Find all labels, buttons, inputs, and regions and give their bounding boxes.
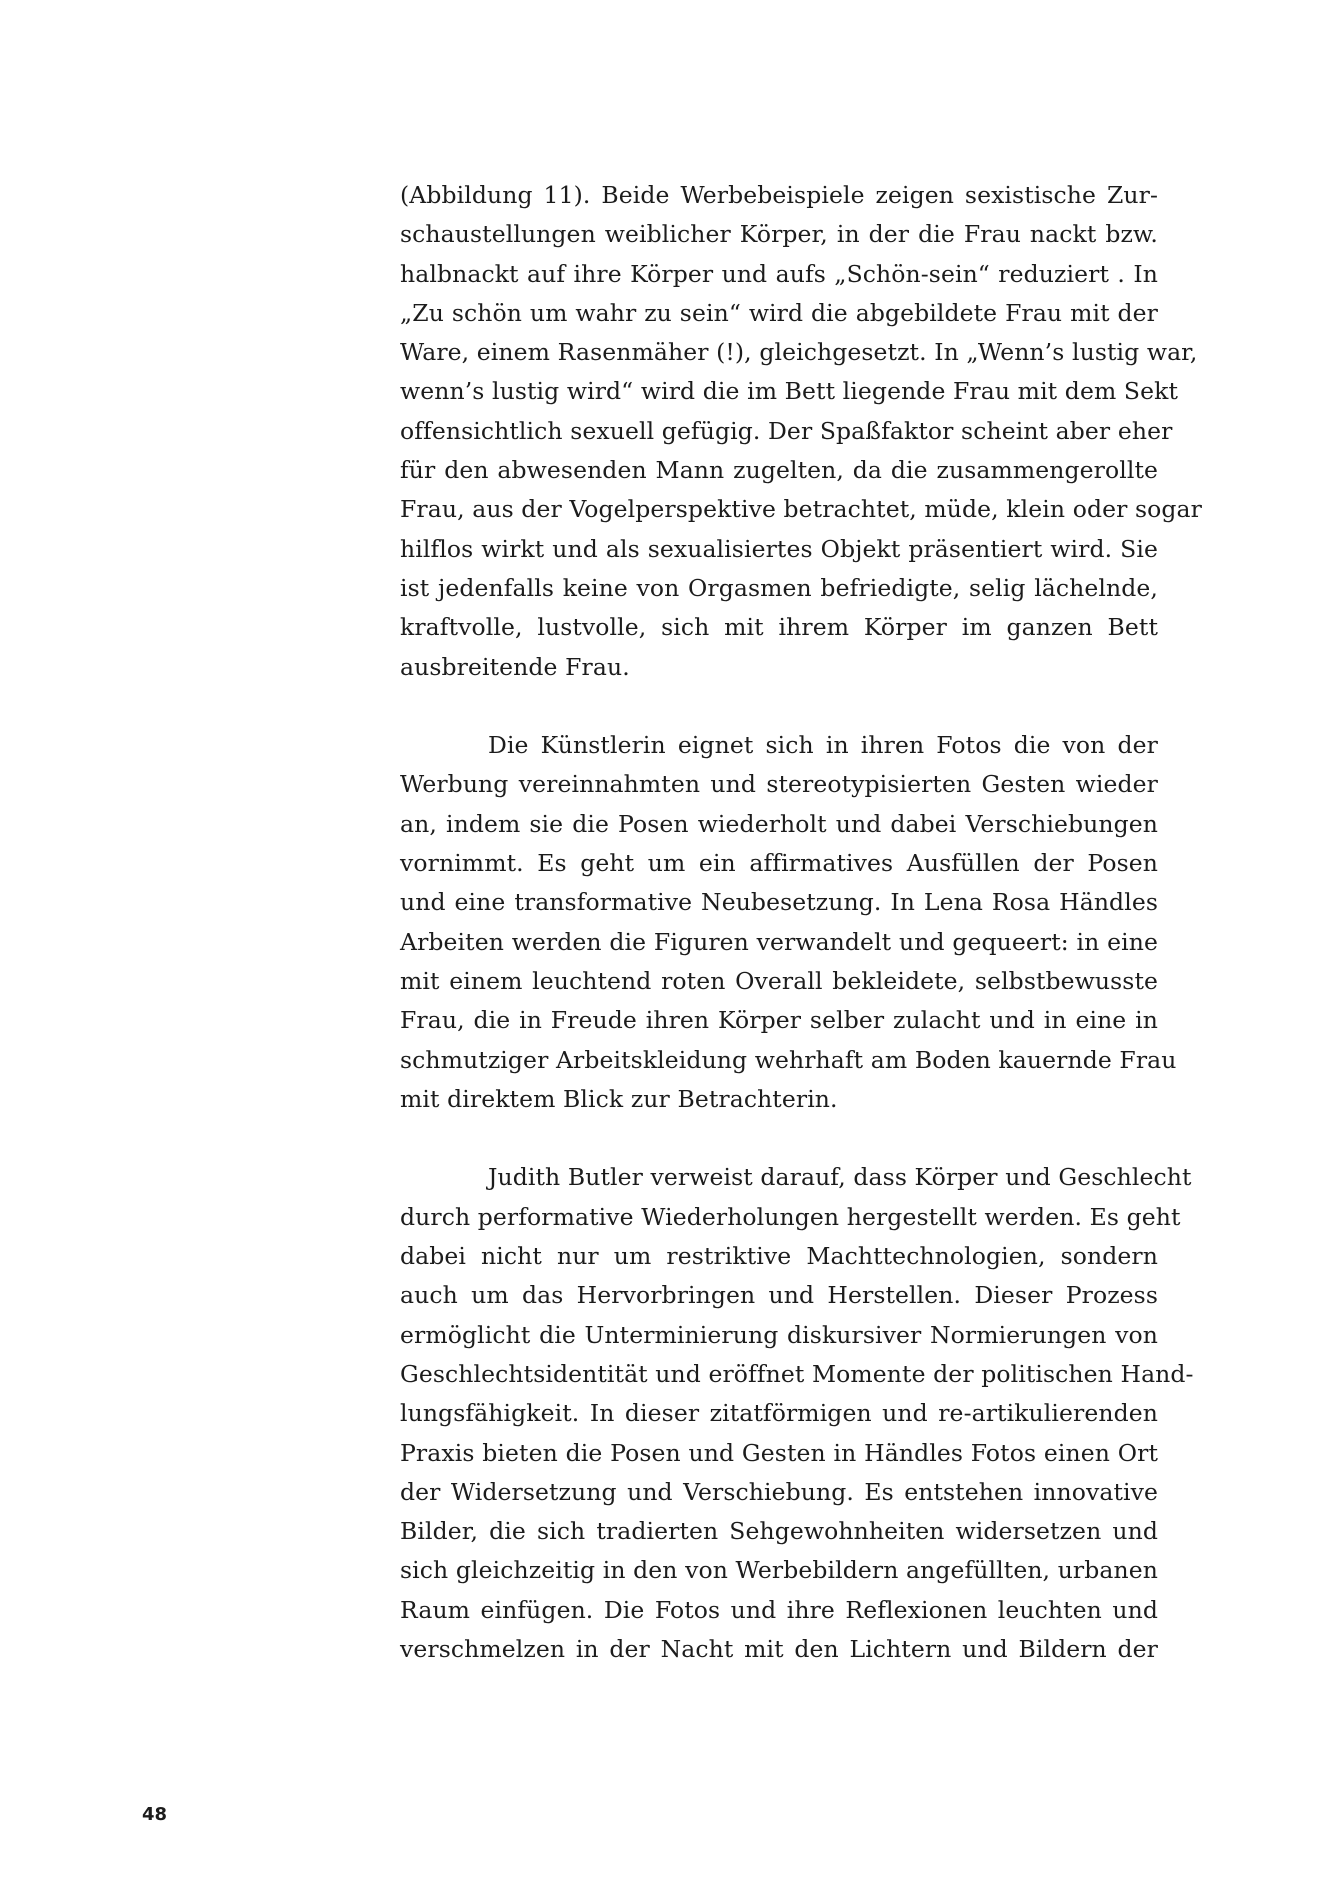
text-line: wenn’s lustig wird“ wird die im Bett liegende Frau mit dem Sekt [400,377,1178,406]
text-line: kraftvolle, lustvolle, sich mit ihrem Körper im ganzen Bett [400,613,1158,642]
paragraph-3 [400,1158,1194,1669]
text-line: Frau, die in Freude ihren Körper selber zulacht und in eine in [400,1006,1158,1035]
paragraph-1 [400,176,1202,687]
text-line: (Abbildung 11). Beide Werbebeispiele zeigen sexistische Zur- [400,181,1158,209]
text-line: sich gleichzeitig in den von Werbebildern angefüllten, urbanen [400,1556,1158,1585]
text-line: Frau, aus der Vogelperspektive betrachtet, müde, klein oder sogar [400,495,1202,524]
text-line: Bilder, die sich tradierten Sehgewohnheiten widersetzen und [400,1517,1158,1546]
text-line: lungsfähigkeit. In dieser zitatförmigen und re-artikulierenden [400,1399,1158,1428]
text-line: und eine transformative Neubesetzung. In Lena Rosa Händles [400,888,1158,917]
text-line: halbnackt auf ihre Körper und aufs „Schön-sein“ reduziert . In [400,259,1158,288]
text-line: ausbreitende Frau. [400,652,630,681]
text-line: verschmelzen in der Nacht mit den Lichtern und Bildern der [400,1634,1158,1663]
text-line: schaustellungen weiblicher Körper, in der die Frau nackt bzw. [400,220,1158,249]
text-line: Raum einfügen. Die Fotos und ihre Reflexionen leuchten und [400,1595,1158,1624]
text-line: Judith Butler verweist darauf, dass Körper und Geschlecht [488,1163,1192,1192]
text-line: an, indem sie die Posen wiederholt und dabei Verschiebungen [400,809,1158,838]
text-line: offensichtlich sexuell gefügig. Der Spaßfaktor scheint aber eher [400,416,1173,445]
text-line: schmutziger Arbeitskleidung wehrhaft am Boden kauernde Frau [400,1045,1177,1074]
paragraph-2 [400,726,1177,1119]
text-line: dabei nicht nur um restriktive Machttechnologien, sondern [400,1242,1158,1271]
text-line: Geschlechtsidentität und eröffnet Momente der politischen Hand- [400,1359,1194,1388]
text-line: hilflos wirkt und als sexualisiertes Objekt präsentiert wird. Sie [400,534,1158,563]
text-line: Praxis bieten die Posen und Gesten in Händles Fotos einen Ort [400,1438,1158,1467]
text-line: „Zu schön um wahr zu sein“ wird die abgebildete Frau mit der [400,298,1158,327]
paragraph-spacer [400,1119,1158,1158]
text-line: auch um das Hervorbringen und Herstellen. Dieser Prozess [400,1281,1158,1310]
page-number: 48 [142,1804,168,1825]
paragraph-spacer [400,687,1158,726]
text-line: durch performative Wiederholungen hergestellt werden. Es geht [400,1202,1181,1231]
body-text [400,176,1202,1669]
text-line: der Widersetzung und Verschiebung. Es entstehen innovative [400,1477,1158,1506]
text-line: mit einem leuchtend roten Overall bekleidete, selbstbewusste [400,966,1158,995]
text-line: mit direktem Blick zur Betrachterin. [400,1084,838,1113]
text-line: vornimmt. Es geht um ein affirmatives Ausfüllen der Posen [400,849,1158,878]
text-line: Arbeiten werden die Figuren verwandelt und gequeert: in eine [400,927,1158,956]
text-line: für den abwesenden Mann zugelten, da die zusammengerollte [400,456,1158,485]
text-line: ist jedenfalls keine von Orgasmen befriedigte, selig lächelnde, [400,573,1158,602]
text-line: Werbung vereinnahmten und stereotypisierten Gesten wieder [400,770,1158,799]
text-line: ermöglicht die Unterminierung diskursiver Normierungen von [400,1320,1158,1349]
text-line: Ware, einem Rasenmäher (!), gleichgesetzt. In „Wenn’s lustig war, [400,338,1198,367]
text-line: Die Künstlerin eignet sich in ihren Fotos die von der [488,731,1158,760]
